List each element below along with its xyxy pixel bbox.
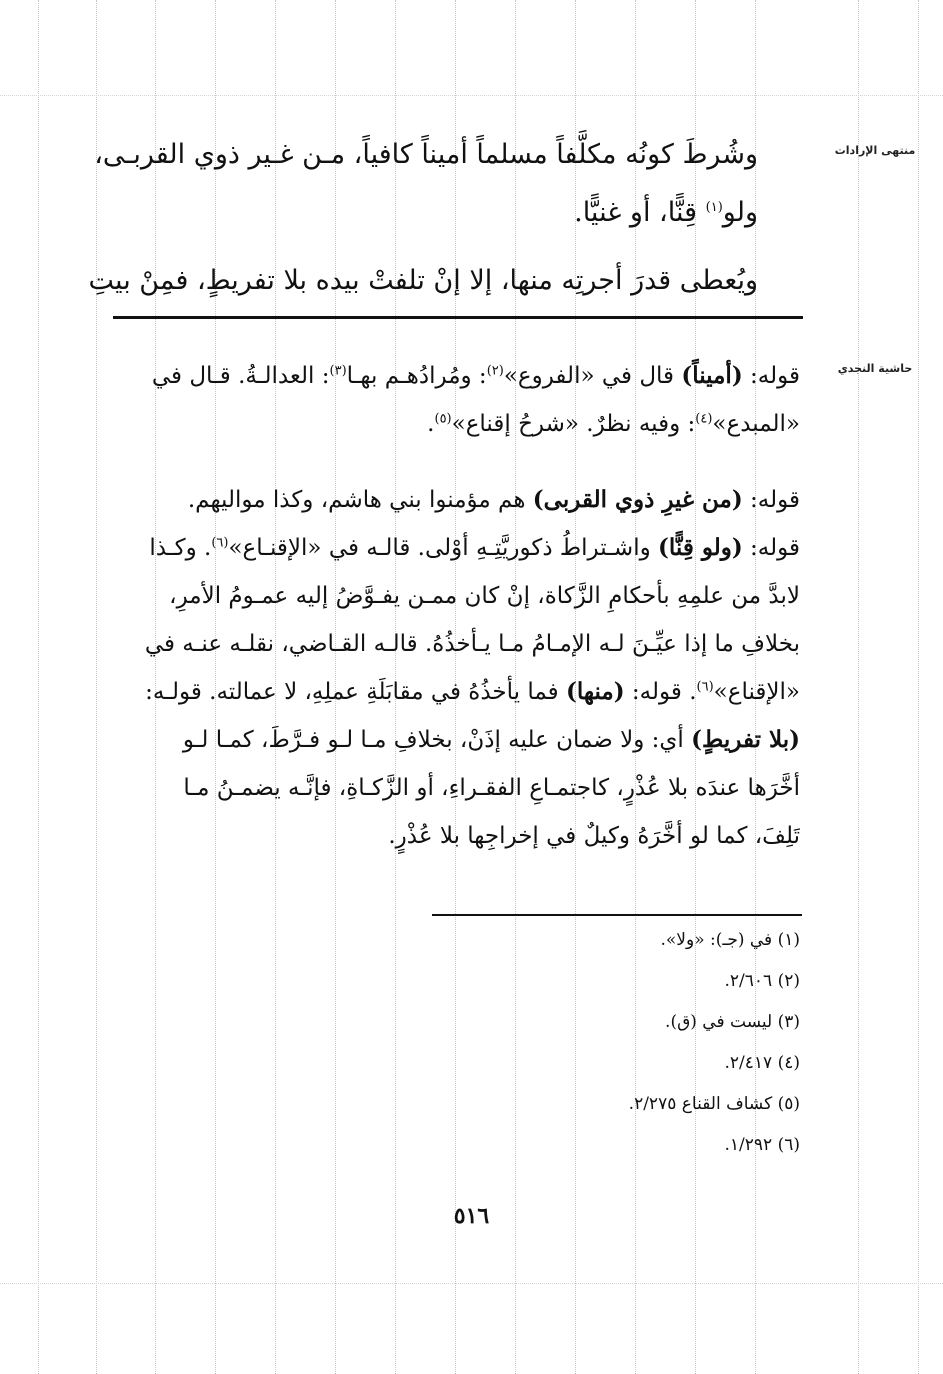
footnote-ref: (٦) — [696, 679, 714, 695]
footnote: (٤) ٢/٤١٧. — [724, 1053, 800, 1073]
matn-line: ويُعطى قدرَ أجرتِه منها، إلا إنْ تلفتْ بيده بلا تفريطٍ، فمِنْ بيتِ — [88, 265, 758, 296]
text-fragment: : وفيه نظرٌ. «شرحُ إقناع» — [451, 411, 696, 437]
matn-source-label: منتهى الإرادات — [834, 144, 916, 157]
text-fragment: قوله: — [742, 487, 800, 513]
footnote: (٦) ١/٢٩٢. — [724, 1135, 800, 1155]
footnotes — [430, 920, 800, 1166]
hashiya-line — [110, 524, 800, 572]
matn-text — [68, 252, 758, 310]
footnote-ref: (١) — [705, 200, 723, 215]
text-fragment: فما يأخذُهُ في مقابَلَةِ عملِهِ، لا عمالته. قولـه: — [145, 679, 566, 705]
text-fragment: قوله: — [742, 535, 800, 561]
footnote-ref: (٢) — [486, 363, 504, 379]
matn-text — [68, 126, 758, 242]
hashiya-line — [110, 352, 800, 400]
keyword: (من غيرِ ذوي القربى) — [532, 486, 743, 513]
guide-line — [38, 0, 39, 1374]
text-fragment: قوله: — [742, 363, 800, 389]
hashiya-line: بخلافِ ما إذا عيِّـنَ لـه الإمـامُ مـا يـأخذُهُ. قالـه القـاضي، نقلـه عنـه في — [144, 631, 800, 657]
keyword: (بلا تفريطٍ) — [691, 726, 800, 753]
text-fragment: «الإقناع» — [713, 679, 800, 705]
hashiya-line — [110, 400, 800, 448]
footnote: (٣) ليست في (ق). — [665, 1012, 800, 1032]
matn-text-fragment: قِنًّا، أو غنيًّا. — [574, 197, 706, 228]
text-fragment: أي: ولا ضمان عليه إذَنْ، بخلافِ مـا لـو فـرَّطَ، كمـا لـو — [182, 727, 692, 753]
hashiya-line: أخَّرَها عندَه بلا عُذْرٍ، كاجتمـاعِ الفقـراءِ، أو الزَّكـاةِ، فإنَّـه يضمـنُ مـا — [183, 775, 800, 801]
guide-line — [858, 0, 859, 1374]
footnote-ref: (٦) — [211, 535, 229, 551]
text-fragment: هم مؤمنوا بني هاشم، وكذا مواليهم. — [187, 487, 533, 513]
hashiya-line — [110, 668, 800, 716]
keyword: (ولو قِنًّا) — [658, 534, 743, 561]
footnote: (٢) ٢/٦٠٦. — [724, 971, 800, 991]
matn-line: وشُرطَ كونُه مكلَّفاً مسلماً أميناً كافياً، مـن غـير ذوي القربـى، — [94, 139, 758, 170]
text-fragment: قال في «الفروع» — [503, 363, 682, 389]
guide-line — [918, 0, 919, 1374]
text-fragment: : العدالـةُ. قـال في — [151, 363, 330, 389]
hashiya-line: تَلِفَ، كما لو أخَّرَهُ وكيلٌ في إخراجِها بلا عُذْرٍ. — [388, 823, 800, 849]
hashiya-line: لابدَّ من علمِهِ بأحكامِ الزَّكاة، إنْ كان ممـن يفـوَّضُ إليه عمـومُ الأمرِ، — [169, 583, 800, 609]
text-fragment: . وكـذا — [149, 535, 212, 561]
footnote-ref: (٤) — [695, 411, 713, 427]
hashiya-paragraph-1 — [110, 352, 800, 448]
keyword: (منها) — [565, 678, 625, 705]
keyword: (أميناً) — [681, 362, 743, 389]
footnote-ref: (٥) — [434, 411, 452, 427]
hashiya-source-label: حاشية النجدي — [837, 362, 913, 375]
section-divider — [113, 316, 803, 319]
text-fragment: واشـتراطُ ذكوريَّتِـهِ أوْلى. قالـه في «الإقنـاع» — [228, 535, 658, 561]
text-fragment: . — [427, 411, 435, 437]
matn-line — [68, 184, 758, 242]
text-fragment: . قوله: — [624, 679, 697, 705]
footnote: (٥) كشاف القناع ٢/٢٧٥. — [628, 1094, 800, 1114]
hashiya-line — [110, 716, 800, 764]
guide-line — [0, 95, 943, 96]
text-fragment: «المبدع» — [712, 411, 800, 437]
footnote-rule — [432, 914, 802, 916]
text-fragment: : ومُرادُهـم بهـا — [346, 363, 487, 389]
hashiya-line — [110, 476, 800, 524]
footnote: (١) في (جـ): «ولا». — [660, 930, 800, 950]
matn-text-fragment: ولو — [722, 197, 758, 228]
guide-line — [0, 1283, 943, 1284]
page-number: ٥١٦ — [453, 1203, 490, 1229]
hashiya-paragraph-2 — [110, 476, 800, 860]
footnote-ref: (٣) — [329, 363, 347, 379]
